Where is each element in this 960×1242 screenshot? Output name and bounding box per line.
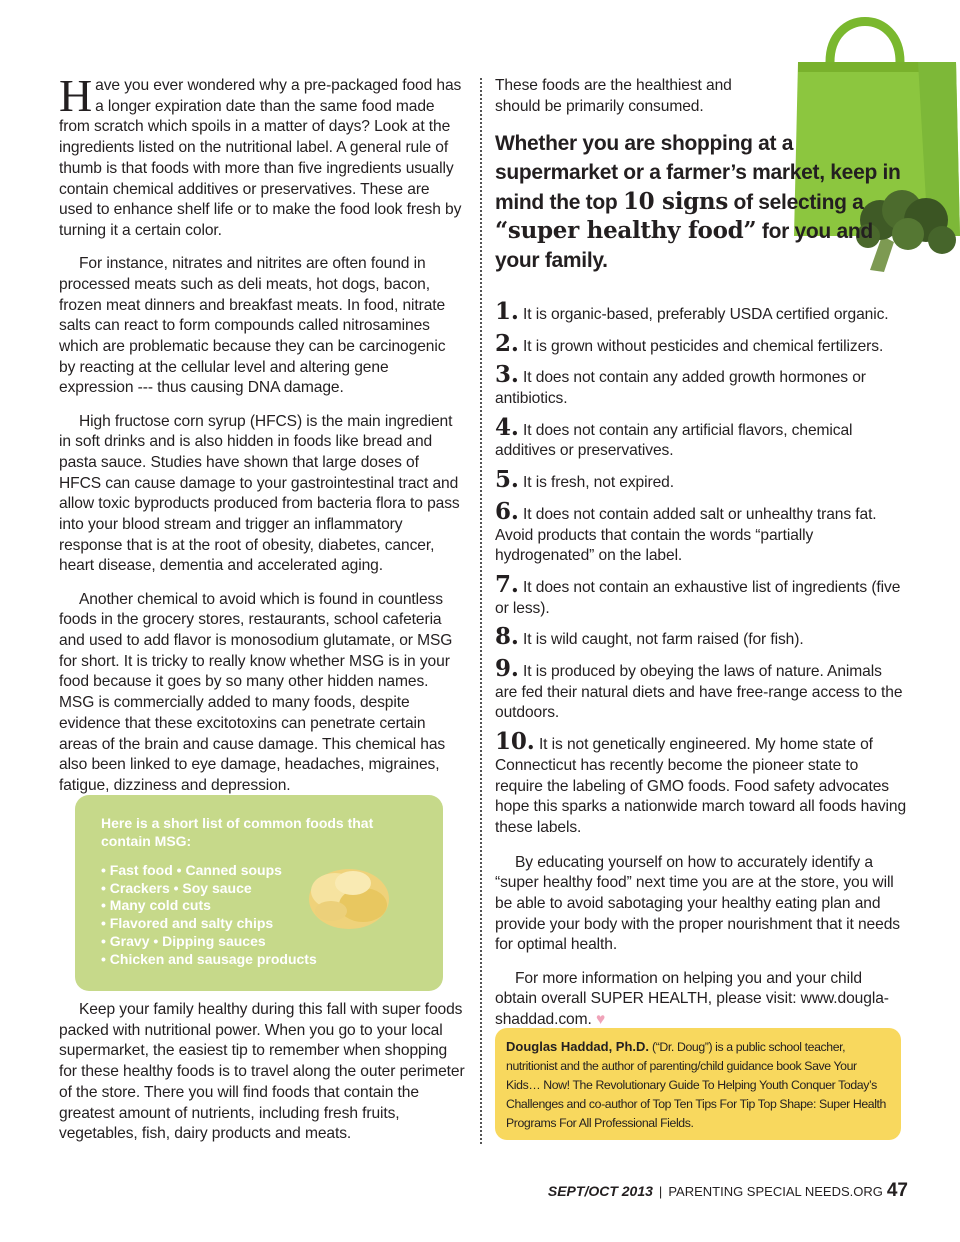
item-number: 1. xyxy=(495,297,519,325)
list-item xyxy=(495,497,907,567)
hfcs-paragraph: High fructose corn syrup (HFCS) is the main ingredient in soft drinks and is also hidden in foods like bread and pasta sauce. Studies have shown that large doses of HFCS can cause damage to your gastrointestinal tract and allow toxic byproducts produced from bacteria flora to pass into your blood stream and trigger an inflammatory response that is at the root of obesity, diabetes, cancer, heart disease, dementia and accelerated aging. xyxy=(59,412,460,575)
author-name: Douglas Haddad, Ph.D. xyxy=(506,1039,650,1054)
item-text: It is grown without pesticides and chemical fertilizers. xyxy=(523,337,884,355)
right-column xyxy=(495,76,907,1043)
closing-paragraph: By educating yourself on how to accurately identify a “super healthy food” next time you are at the store, you will be able to avoid sabotaging your healthy eating plan and provide your body with the proper nourishment that it needs for optimal health. xyxy=(495,853,900,954)
drop-cap: H xyxy=(59,70,93,121)
signs-list xyxy=(495,297,907,839)
list-item xyxy=(495,297,907,326)
nitrates-paragraph: For instance, nitrates and nitrites are often found in processed meats such as deli meats, hot dogs, bacon, frozen meat dinners and breakfast meats. In food, nitrate salts can react to form compounds called nitrosamines which are problematic because they can be carcinogenic by reacting at the cellular level and altering gene expression --- thus causing DNA damage. xyxy=(59,255,446,397)
issue-date: SEPT/OCT 2013 xyxy=(547,1183,653,1199)
more-info-paragraph xyxy=(495,969,907,1031)
list-item: • Many cold cuts xyxy=(101,897,211,914)
item-number: 2. xyxy=(495,329,519,357)
list-item xyxy=(495,329,907,358)
item-text: It is wild caught, not farm raised (for fish). xyxy=(523,631,804,649)
item-number: 4. xyxy=(495,413,519,441)
item-number: 10. xyxy=(495,728,535,756)
item-number: 9. xyxy=(495,655,519,683)
item-number: 6. xyxy=(495,497,519,525)
list-item: • Fast food • Canned soups xyxy=(101,862,282,878)
item-number: 3. xyxy=(495,361,519,389)
page-footer xyxy=(548,1180,908,1202)
list-item: • Flavored and salty chips xyxy=(101,915,274,932)
intro-text: ave you ever wondered why a pre-packaged food has a longer expiration date than the same food made from scratch which spoils in a matter of days? Look at the ingredients listed on the nutritional label. A general rule of thumb is that foods with more than five ingredients usually contain chemical additives or preservatives. These are used to enhance shelf life or to make the food look fresh by turning it a certain color. xyxy=(59,77,462,239)
left-column-continued xyxy=(59,1000,465,1157)
headline-emphasis: “super healthy food” xyxy=(495,217,757,245)
list-item xyxy=(495,413,907,462)
footer-separator: | xyxy=(658,1184,663,1199)
potato-chips-image xyxy=(301,853,397,935)
msg-box-title: Here is a short list of common foods that contain MSG: xyxy=(101,815,374,849)
more-info-text: For more information on helping you and your child obtain overall SUPER HEALTH, please visit: www.dougla-shaddad.com. xyxy=(495,969,889,1029)
author-bio xyxy=(506,1037,890,1133)
headline-part: of selecting a xyxy=(733,190,864,214)
item-number: 7. xyxy=(495,570,519,598)
list-item xyxy=(495,655,907,724)
list-item xyxy=(495,570,907,619)
item-number: 5. xyxy=(495,466,519,494)
shopping-tip-paragraph: Keep your family healthy during this fall with super foods packed with nutritional power. When you go to your local supermarket, the easiest tip to remember when shopping for these healthy foods is to travel along the outer perimeter of the store. There you will find foods that contain the greatest amount of nutrients, including fresh fruits, vegetables, fish, dairy products and meats. xyxy=(59,1001,465,1143)
headline-part: for you and your family. xyxy=(495,220,873,273)
headline-part: Whether you are shopping at a supermarket or a farmer’s market, keep in mind the top xyxy=(495,131,901,214)
item-text: It does not contain added salt or unhealthy trans fat. Avoid products that contain the words “partially hydrogenated” on the label. xyxy=(495,505,877,565)
left-column xyxy=(59,70,465,809)
publication-site: PARENTING SPECIAL NEEDS.ORG xyxy=(668,1184,883,1199)
healthiest-intro: These foods are the healthiest and should be primarily consumed. xyxy=(495,77,732,115)
msg-food-list xyxy=(101,862,317,968)
headline-emphasis: 10 signs xyxy=(622,187,728,215)
msg-sidebar-box xyxy=(75,795,443,991)
signs-headline xyxy=(495,130,907,276)
list-item xyxy=(495,361,907,409)
msg-paragraph: Another chemical to avoid which is found in countless foods in the grocery stores, restaurants, school cafeteria and used to add flavor is monosodium glutamate, or MSG for short. It is tricky to really know whether MSG is in your food because it goes by so many other hidden names. MSG is commercially added to many foods, despite evidence that these excitotoxins can penetrate certain areas of the brain and cause damage. This chemical has also been linked to eye damage, headaches, migraines, fatigue, dizziness and depression. xyxy=(59,590,453,794)
item-text: It is organic-based, preferably USDA certified organic. xyxy=(523,305,889,323)
list-item: • Gravy • Dipping sauces xyxy=(101,932,266,949)
item-text: It is produced by obeying the laws of nature. Animals are fed their natural diets and have free-range access to the outdoors. xyxy=(495,663,903,722)
list-item: • Chicken and sausage products xyxy=(101,950,317,967)
heart-icon: ♥ xyxy=(596,1011,606,1029)
item-number: 8. xyxy=(495,623,519,651)
author-bio-box xyxy=(495,1028,901,1140)
item-text: It does not contain any added growth hormones or antibiotics. xyxy=(495,369,866,407)
item-text: It does not contain any artificial flavors, chemical additives or preservatives. xyxy=(495,421,853,460)
list-item xyxy=(495,728,907,839)
item-text: It is not genetically engineered. My home state of Connecticut has recently become the pioneer state to require the labeling of GMO foods. Food safety advocates hope this sparks a nationwide march toward all foods having these labels. xyxy=(495,736,907,836)
list-item xyxy=(495,623,907,651)
item-text: It is fresh, not expired. xyxy=(523,474,674,492)
column-divider xyxy=(480,78,482,1144)
item-text: It does not contain an exhaustive list of ingredients (five or less). xyxy=(495,578,901,617)
page-number: 47 xyxy=(886,1180,908,1201)
list-item xyxy=(495,466,907,494)
author-bio-text: (“Dr. Doug”) is a public school teacher, nutritionist and the author of parenting/child guidance book Save Your Kids… Now! The Revolutionary Guide To Helping Youth Conquer Today’s Challenges and co-author of Top Ten Tips For Tip Top Shape: Super Health Programs For All Professional Fields. xyxy=(506,1040,886,1130)
list-item: • Crackers • Soy sauce xyxy=(101,879,252,896)
intro-paragraph xyxy=(59,70,465,242)
